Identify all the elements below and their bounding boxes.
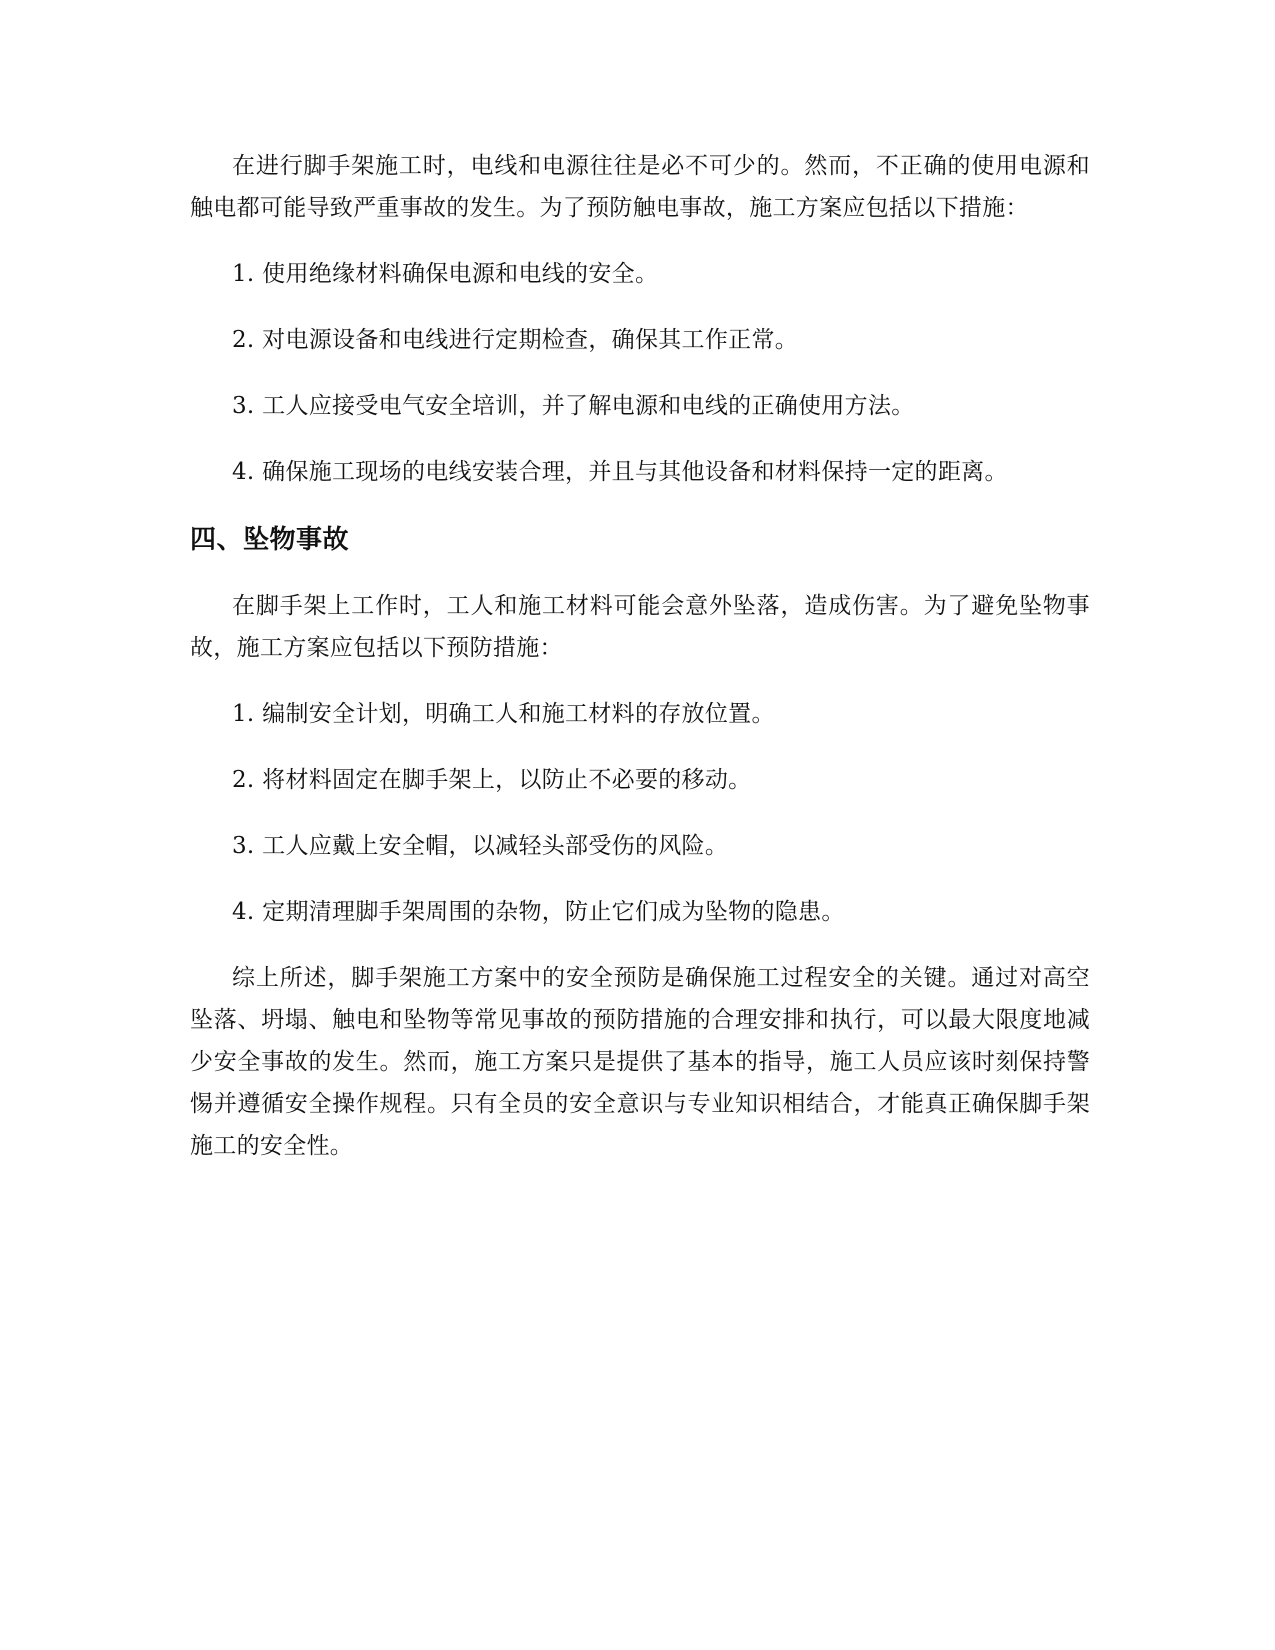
falling-objects-intro: 在脚手架上工作时，工人和施工材料可能会意外坠落，造成伤害。为了避免坠物事故，施工方案应包括以下预防措施： — [190, 593, 1090, 661]
list-item: 4. 定期清理脚手架周围的杂物，防止它们成为坠物的隐患。 — [232, 899, 845, 925]
list-item: 3. 工人应接受电气安全培训，并了解电源和电线的正确使用方法。 — [232, 393, 915, 419]
list-item: 1. 编制安全计划，明确工人和施工材料的存放位置。 — [232, 701, 775, 727]
document-body — [190, 145, 1090, 1167]
list-item: 2. 对电源设备和电线进行定期检查，确保其工作正常。 — [232, 327, 799, 353]
electric-safety-intro: 在进行脚手架施工时，电线和电源往往是必不可少的。然而，不正确的使用电源和触电都可能导致严重事故的发生。为了预防触电事故，施工方案应包括以下措施： — [190, 153, 1090, 221]
conclusion-paragraph: 综上所述，脚手架施工方案中的安全预防是确保施工过程安全的关键。通过对高空坠落、坍塌、触电和坠物等常见事故的预防措施的合理安排和执行，可以最大限度地减少安全事故的发生。然而，施工方案只是提供了基本的指导，施工人员应该时刻保持警惕并遵循安全操作规程。只有全员的安全意识与专业知识相结合，才能真正确保脚手架施工的安全性。 — [190, 965, 1090, 1159]
list-item: 4. 确保施工现场的电线安装合理，并且与其他设备和材料保持一定的距离。 — [232, 459, 1008, 485]
section-heading: 四、坠物事故 — [190, 525, 350, 555]
list-item: 2. 将材料固定在脚手架上，以防止不必要的移动。 — [232, 767, 752, 793]
list-item: 1. 使用绝缘材料确保电源和电线的安全。 — [232, 261, 659, 287]
list-item: 3. 工人应戴上安全帽，以减轻头部受伤的风险。 — [232, 833, 729, 859]
